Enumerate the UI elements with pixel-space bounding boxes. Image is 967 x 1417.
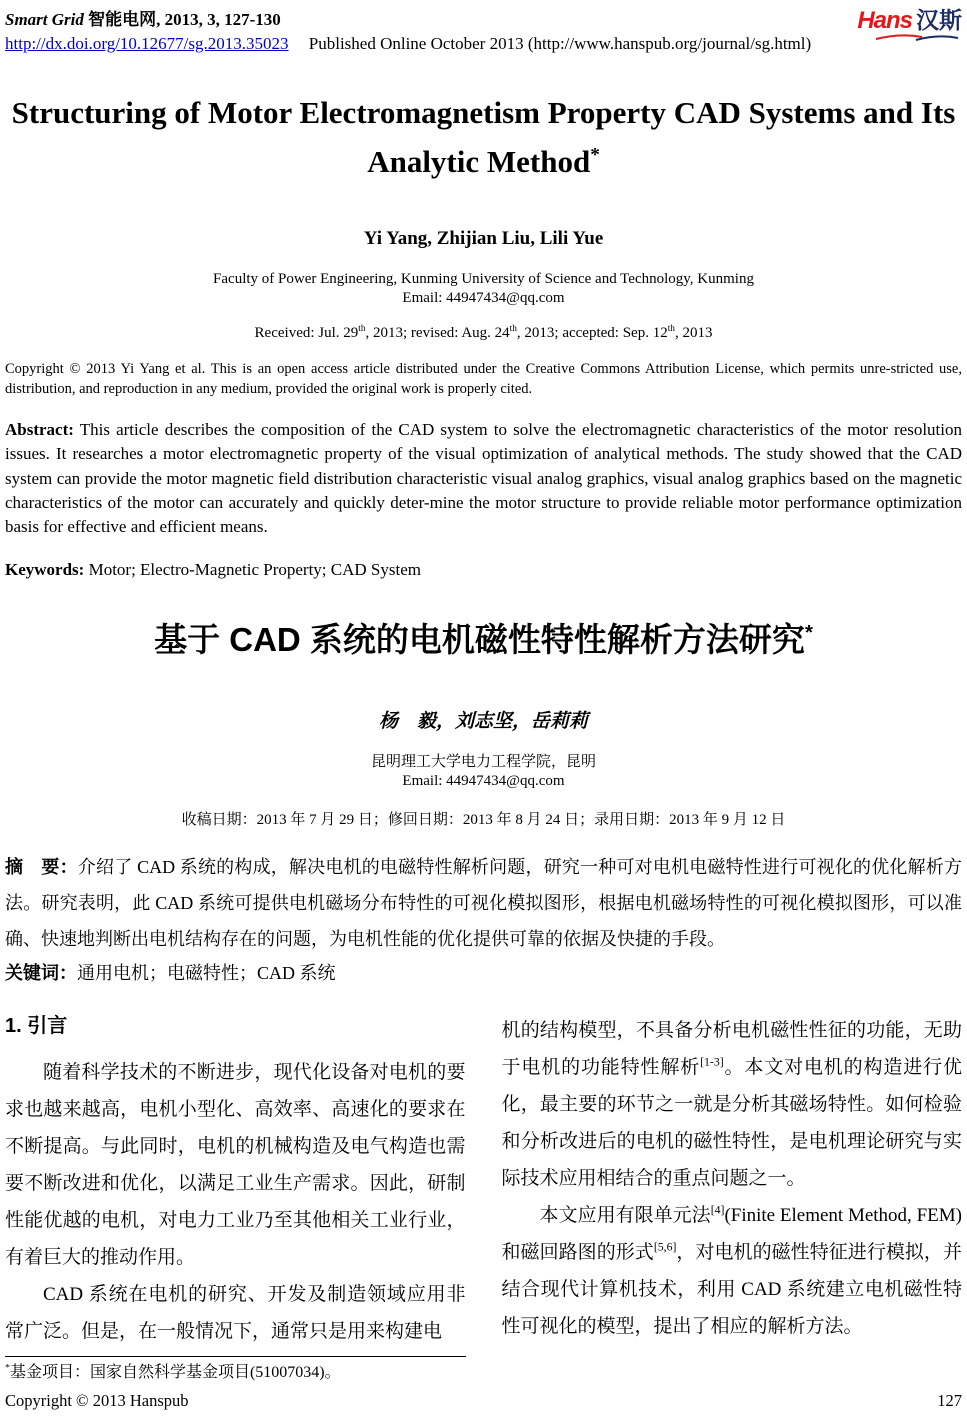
doi-line [5, 32, 811, 55]
page-footer [5, 1391, 962, 1411]
keywords-text-chinese: 通用电机；电磁特性；CAD 系统 [77, 963, 336, 984]
email-english: Email: 44947434@qq.com [402, 290, 565, 306]
hans-logo-latin: Hans [857, 7, 912, 34]
authors-english: Yi Yang, Zhijian Liu, Lili Yue [363, 228, 604, 249]
abstract-text-english: This article describes the composition of the CAD system to solve the electromagnetic characteristics of the motor resolution issues. It researches a motor electromagnetic property of the visual optimization of analytical methods. The study showed that the CAD system can provide the motor magnetic field distribution characteristic visual analog graphics, visual analog graphics based on the magnetic characteristics of the motor can accurately and quickly deter-mine the motor structure to provide reliable motor performance optimization basis for effective and efficient means. [5, 420, 962, 537]
left-column [5, 1012, 466, 1384]
paper-title-english: Structuring of Motor Electromagnetism Property CAD Systems and Its Analytic Method* [11, 95, 956, 179]
affiliation-block-english [5, 270, 962, 308]
left-column-paragraph-1: 随着科学技术的不断进步，现代化设备对电机的要求也越来越高，电机小型化、高效率、高速化的要求在不断提高。与此同时，电机的机械构造及电气构造也需要不断改进和优化，以满足工业生产需求。因此，研制性能优越的电机，对电力工业乃至其他相关工业行业，有着巨大的推动作用。 [5, 1062, 466, 1269]
abstract-english [5, 418, 962, 539]
keywords-text-english: Motor; Electro-Magnetic Property; CAD System [84, 560, 421, 580]
body-columns [5, 1012, 962, 1384]
email-chinese: Email: 44947434@qq.com [402, 773, 565, 790]
published-note: Published Online October 2013 (http://www.hanspub.org/journal/sg.html) [308, 34, 812, 53]
hans-publisher-logo [857, 8, 962, 41]
affiliation-chinese: 昆明理工大学电力工程学院，昆明 [370, 754, 596, 771]
page-header [5, 8, 962, 55]
abstract-label-chinese: 摘 要： [5, 857, 78, 878]
hans-logo-cjk: 汉斯 [916, 7, 962, 33]
journal-citation [5, 8, 811, 31]
abstract-label-english: Abstract: [5, 420, 74, 439]
affiliation-english: Faculty of Power Engineering, Kunming University of Science and Technology, Kunming [213, 271, 754, 287]
journal-name-english: Smart Grid [5, 10, 84, 29]
received-dates-english: Received: Jul. 29th, 2013; revised: Aug. 24th, 2013; accepted: Sep. 12th, 2013 [254, 324, 713, 341]
keywords-english [5, 560, 962, 580]
hans-logo-swoosh-icon [874, 33, 960, 41]
authors-chinese: 杨 毅，刘志坚，岳莉莉 [378, 711, 588, 733]
journal-info [5, 8, 811, 55]
funding-footnote: *基金项目：国家自然科学基金项目(51007034)。 [5, 1356, 466, 1384]
keywords-label-chinese: 关键词： [5, 963, 77, 984]
copyright-notice: Copyright © 2013 Yi Yang et al. This is an open access article distributed under the Creative Commons Attribution License, which permits unre-stricted use, distribution, and reproduction in any medium, provided the original work is properly cited. [5, 361, 962, 397]
footer-copyright: Copyright © 2013 Hanspub [5, 1391, 189, 1410]
doi-link[interactable]: http://dx.doi.org/10.12677/sg.2013.35023 [5, 34, 289, 53]
keywords-label-english: Keywords: [5, 560, 85, 580]
right-column-paragraph-1: 机的结构模型，不具备分析电机磁性性征的功能，无助于电机的功能特性解析[1-3]。本文对电机的构造进行优化，最主要的环节之一就是分析其磁场特性。如何检验和分析改进后的电机的磁性特性，是电机理论研究与实际技术应用相结合的重点问题之一。 [501, 1020, 962, 1190]
abstract-chinese [5, 849, 962, 957]
abstract-text-chinese: 介绍了 CAD 系统的构成，解决电机的电磁特性解析问题，研究一种可对电机电磁特性进行可视化的优化解析方法。研究表明，此 CAD 系统可提供电机磁场分布特性的可视化模拟图形，根据电机磁场特性的可视化模拟图形，可以准确、快速地判断出电机结构存在的问题，为电机性能的优化提供可靠的依据及快捷的手段。 [5, 857, 963, 950]
journal-citation-rest: 智能电网, 2013, 3, 127-130 [88, 10, 281, 29]
keywords-chinese [5, 961, 962, 986]
affiliation-block-chinese [5, 753, 962, 791]
left-column-paragraph-2: CAD 系统在电机的研究、开发及制造领域应用非常广泛。但是，在一般情况下，通常只是用来构建电 [5, 1284, 466, 1343]
right-column-paragraph-2: 本文应用有限单元法[4](Finite Element Method, FEM)和磁回路图的形式[5,6]，对电机的磁性特征进行模拟，并结合现代计算机技术，利用 CAD 系统建立电机磁性特性可视化的模型，提出了相应的解析方法。 [501, 1204, 962, 1338]
right-column [502, 1012, 963, 1384]
paper-title-chinese: 基于 CAD 系统的电机磁性特性解析方法研究* [154, 621, 813, 659]
footer-page-number: 127 [937, 1391, 962, 1410]
received-dates-chinese: 收稿日期：2013 年 7 月 29 日；修回日期：2013 年 8 月 24 日；录用日期：2013 年 9 月 12 日 [181, 812, 786, 829]
section-1-heading: 1. 引言 [5, 1015, 68, 1038]
